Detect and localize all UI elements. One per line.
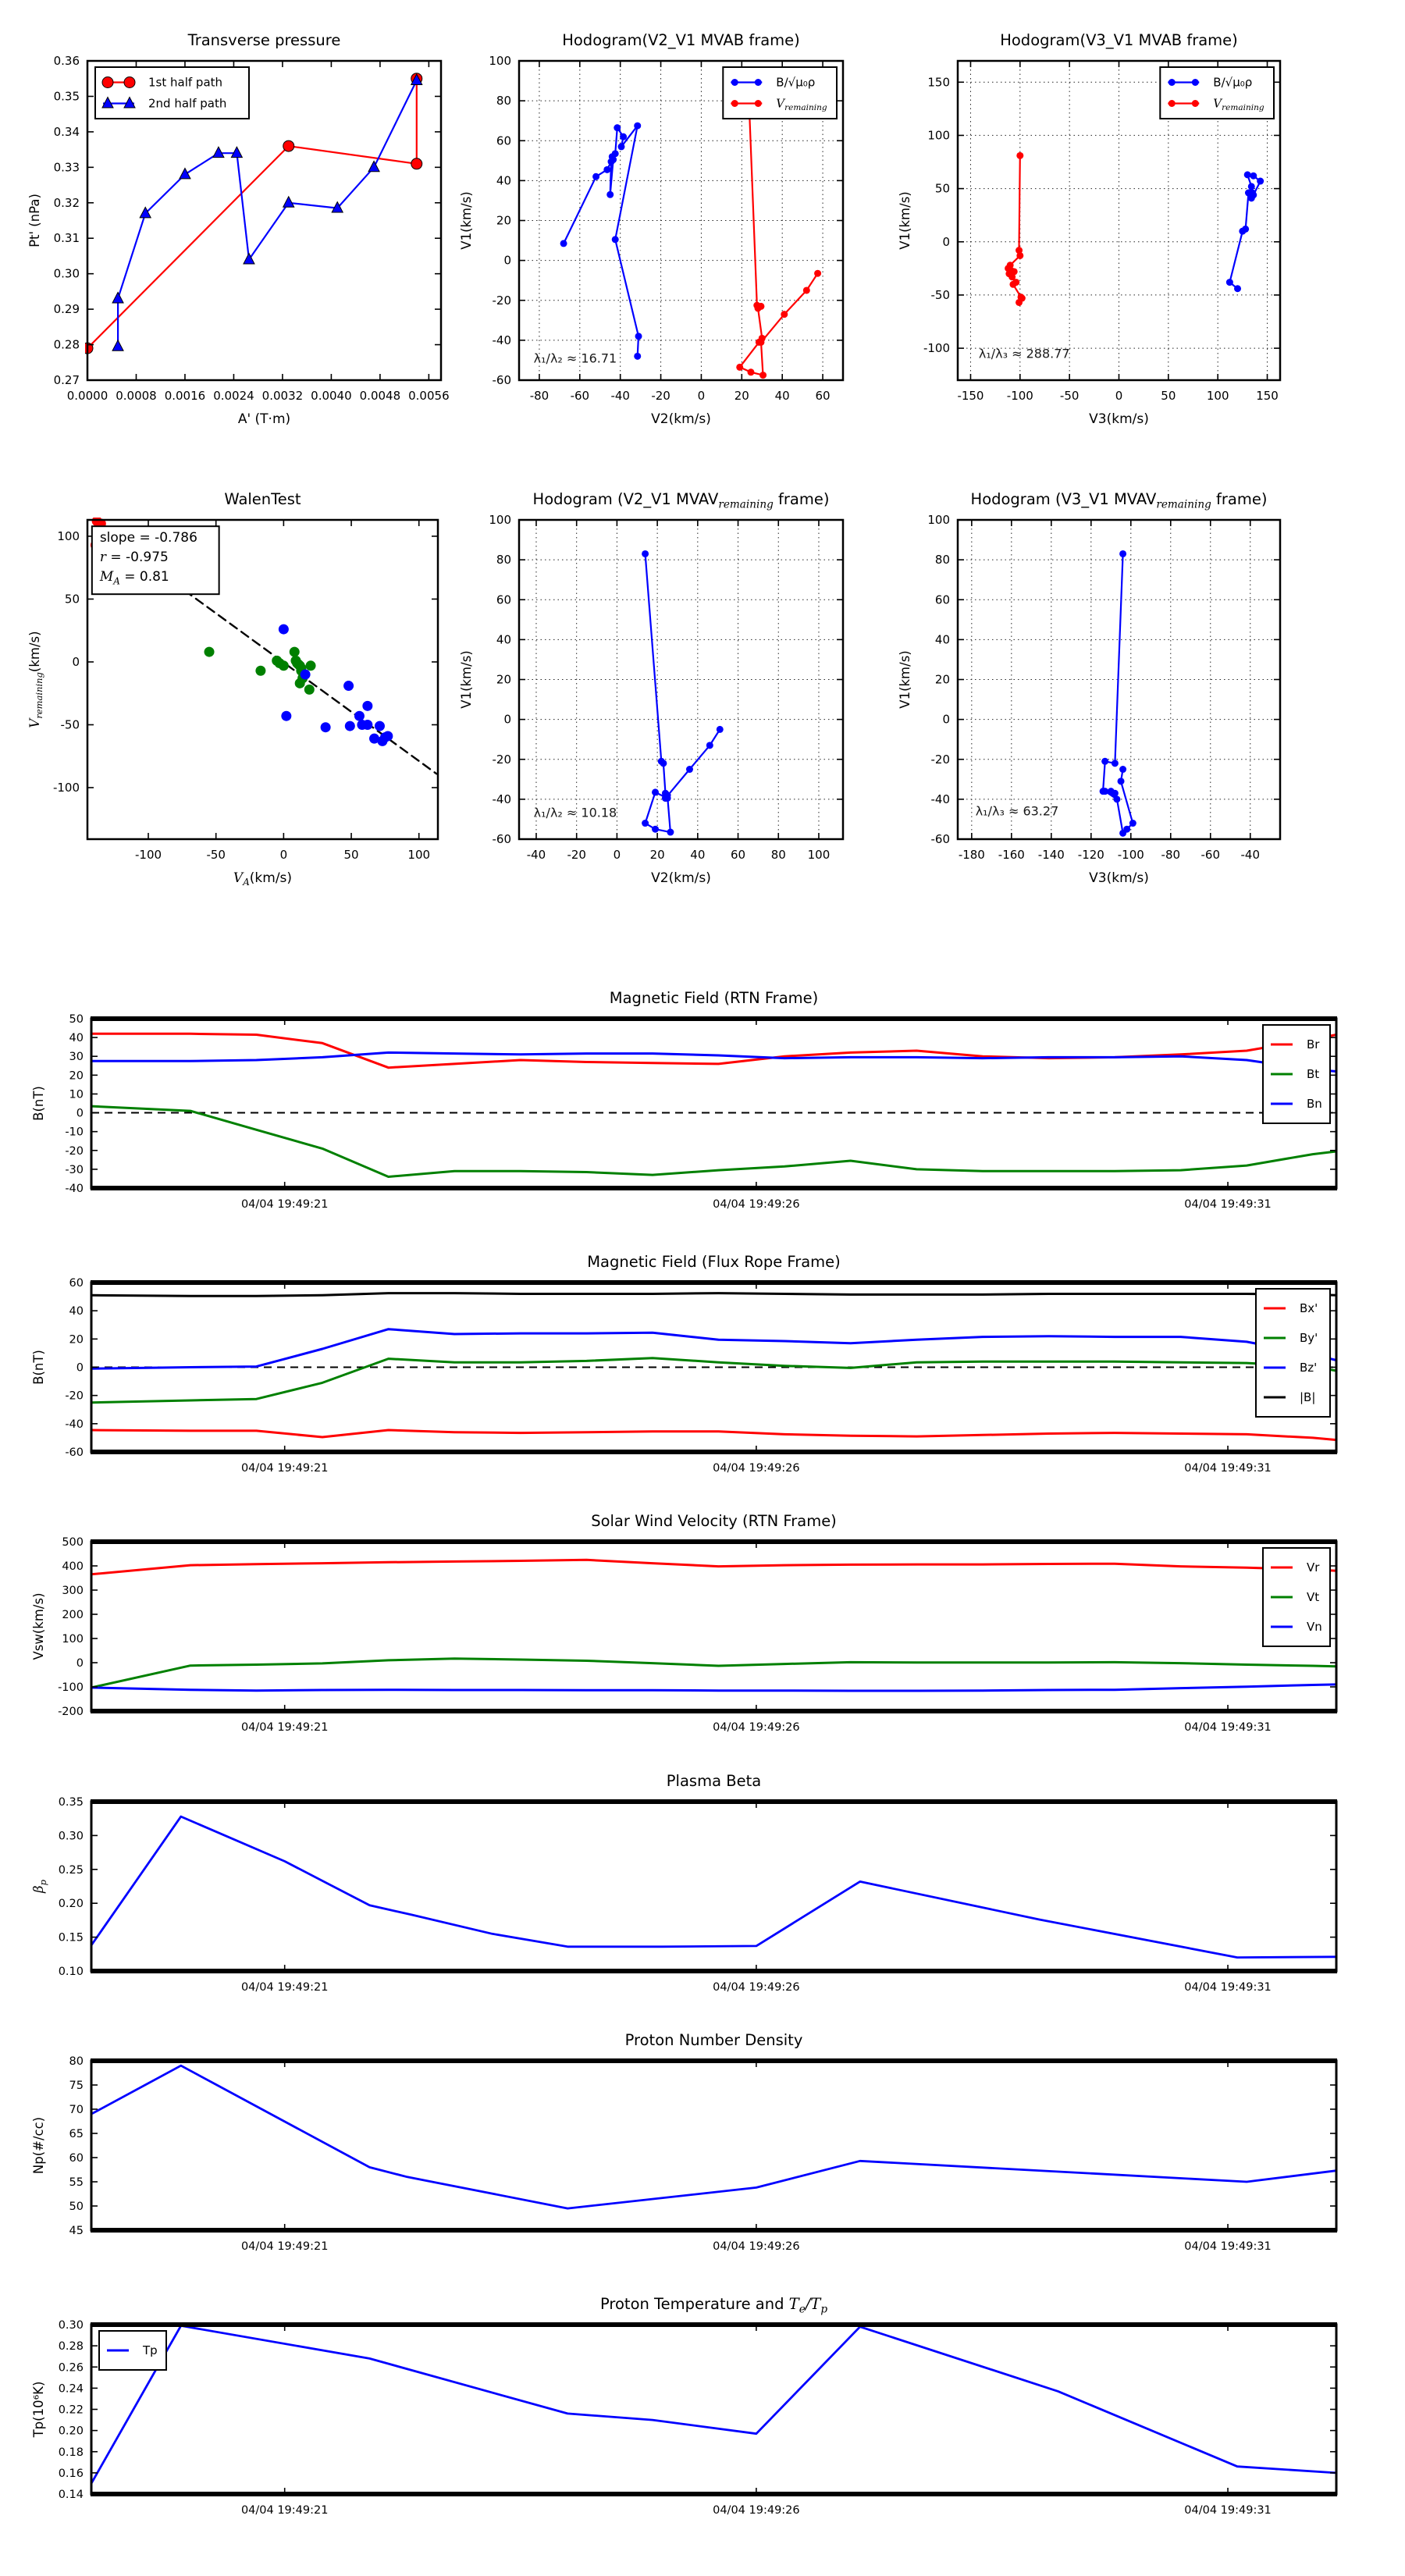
y-tick-label: 200: [62, 1609, 84, 1621]
y-tick-label: 20: [496, 672, 511, 687]
y-tick-label: 0.15: [58, 1931, 84, 1944]
y-axis-label: V1(km/s): [898, 191, 912, 250]
y-axis-label: Vsw(km/s): [31, 1592, 46, 1660]
y-axis-label: Pt' (nPa): [27, 194, 42, 247]
legend: [1160, 67, 1274, 119]
y-tick-label: 400: [62, 1560, 84, 1573]
y-tick-label: 80: [496, 553, 511, 568]
legend-label: $V_{remaining}$: [776, 96, 827, 113]
y-tick-label: 0: [942, 712, 950, 727]
y-tick-label: 0.16: [58, 2467, 84, 2480]
y-axis-label: B(nT): [31, 1350, 46, 1385]
y-tick-label: 80: [496, 94, 511, 109]
y-tick-label: 40: [69, 1305, 84, 1318]
x-tick-label: 04/04 19:49:31: [1184, 1198, 1272, 1211]
x-tick-label: 04/04 19:49:31: [1184, 2240, 1272, 2253]
x-tick-label: 150: [1256, 389, 1279, 403]
y-tick-label: 70: [69, 2104, 84, 2116]
y-tick-label: 0.24: [58, 2382, 84, 2396]
x-tick-label: -160: [998, 848, 1025, 862]
x-tick-label: -150: [957, 389, 984, 403]
y-tick-label: -60: [65, 1446, 84, 1459]
x-axis-label: V3(km/s): [1089, 870, 1149, 886]
y-tick-label: 60: [69, 1277, 84, 1290]
chart-svg: [20, 1236, 1382, 1497]
y-axis-label: Np(#/cc): [31, 2116, 46, 2175]
chart-title: Magnetic Field (Flux Rope Frame): [587, 1253, 841, 1271]
y-tick-label: 0.30: [58, 1830, 84, 1843]
chart-title: Hodogram (V2_V1 $MVAV_{remaining}$ frame): [532, 490, 830, 511]
x-tick-label: 04/04 19:49:21: [240, 2504, 329, 2517]
x-tick-label: 04/04 19:49:31: [1184, 2504, 1272, 2517]
y-tick-label: 0.10: [58, 1966, 84, 1978]
x-tick-label: -50: [1059, 389, 1080, 403]
chart-svg: [22, 468, 463, 925]
y-tick-label: 0: [76, 1657, 84, 1670]
proton-temperature-chart: [20, 2278, 1382, 2539]
y-tick-label: -40: [930, 792, 950, 806]
chart-svg: [22, 9, 463, 466]
y-tick-label: -40: [492, 333, 511, 347]
y-tick-label: 0.30: [58, 2319, 84, 2332]
y-tick-label: 40: [496, 632, 511, 647]
y-tick-label: 0.34: [53, 124, 80, 139]
x-tick-label: 0.0016: [164, 389, 206, 403]
annotation: [534, 351, 617, 366]
y-axis-label: V1(km/s): [459, 191, 474, 250]
y-tick-label: 0.36: [53, 54, 80, 68]
y-tick-label: -20: [65, 1144, 84, 1158]
y-tick-label: -20: [492, 293, 511, 308]
x-tick-label: -20: [651, 389, 670, 403]
y-tick-label: -50: [930, 287, 950, 302]
y-tick-label: 0.30: [53, 266, 80, 281]
x-tick-label: 60: [730, 848, 746, 862]
x-tick-label: 40: [774, 389, 790, 403]
y-tick-label: -40: [492, 792, 511, 806]
x-tick-label: -60: [1200, 848, 1221, 862]
x-tick-label: -60: [570, 389, 590, 403]
chart-title: Hodogram (V3_V1 $MVAV_{remaining}$ frame): [970, 490, 1268, 511]
y-tick-label: 0.27: [53, 373, 80, 387]
annotation-line: slope = -0.786: [99, 530, 197, 546]
annotation: [534, 805, 617, 820]
y-tick-label: -100: [58, 1681, 84, 1694]
y-tick-label: -10: [65, 1126, 84, 1139]
x-tick-label: 04/04 19:49:26: [713, 1198, 800, 1211]
y-tick-label: -100: [52, 780, 80, 795]
chart-title: Proton Number Density: [624, 2031, 803, 2049]
y-axis-label: $\beta_p$: [31, 1880, 48, 1893]
y-axis-label: Tp(10⁶K): [31, 2381, 46, 2438]
y-tick-label: 0.14: [58, 2489, 84, 2501]
y-tick-label: 0: [503, 712, 511, 727]
y-tick-label: 300: [62, 1585, 84, 1597]
chart-title: Proton Temperature and $T_e/T_p$: [599, 2295, 828, 2316]
y-tick-label: 20: [69, 1333, 84, 1347]
y-tick-label: 0.20: [58, 1898, 84, 1911]
legend-label: Br: [1307, 1037, 1320, 1051]
annotation-text: λ₁/λ₃ ≈ 288.77: [978, 346, 1070, 361]
annotation-line: $M_A = 0.81$: [99, 569, 169, 587]
plasma-beta-chart: [20, 1755, 1382, 2016]
y-tick-label: 0.28: [58, 2340, 84, 2354]
legend-label: Vr: [1307, 1560, 1320, 1574]
y-tick-label: 50: [64, 592, 80, 607]
x-axis-label: V3(km/s): [1089, 411, 1149, 427]
x-tick-label: 0.0056: [408, 389, 450, 403]
chart-title: Solar Wind Velocity (RTN Frame): [591, 1512, 837, 1530]
x-tick-label: 04/04 19:49:21: [240, 2240, 329, 2253]
annotation: [92, 526, 219, 594]
chart-title: Hodogram(V3_V1 MVAB frame): [1000, 31, 1238, 49]
x-tick-label: 0.0040: [311, 389, 352, 403]
legend-label: $V_{remaining}$: [1213, 96, 1264, 113]
y-tick-label: 0.35: [58, 1796, 84, 1809]
legend-label: Vt: [1307, 1590, 1320, 1604]
chart-svg: [890, 468, 1315, 925]
x-tick-label: -100: [1006, 389, 1033, 403]
legend-label: 2nd half path: [148, 96, 227, 111]
x-tick-label: -40: [526, 848, 546, 862]
x-tick-label: 04/04 19:49:26: [713, 2504, 800, 2517]
transverse-pressure-chart: [22, 9, 463, 466]
x-tick-label: 0.0008: [116, 389, 157, 403]
chart-title: WalenTest: [224, 490, 301, 508]
x-tick-label: -40: [1240, 848, 1261, 862]
legend-label: By': [1300, 1331, 1318, 1345]
y-tick-label: 60: [934, 592, 950, 607]
y-tick-label: 50: [934, 181, 950, 196]
y-tick-label: -50: [60, 717, 80, 732]
proton-number-density-chart: [20, 2014, 1382, 2275]
y-tick-label: -40: [65, 1183, 84, 1195]
y-tick-label: 0.25: [58, 1863, 84, 1877]
chart-svg: [20, 1495, 1382, 1756]
legend: [99, 2331, 166, 2370]
y-tick-label: -20: [492, 752, 511, 767]
legend: [95, 67, 249, 119]
x-tick-label: 04/04 19:49:21: [240, 1462, 329, 1475]
x-tick-label: 0: [1115, 389, 1123, 403]
y-tick-label: 0.33: [53, 160, 80, 175]
x-axis-label: V2(km/s): [651, 870, 711, 886]
annotation-text: λ₁/λ₃ ≈ 63.27: [975, 803, 1059, 819]
x-tick-label: 04/04 19:49:26: [713, 2240, 800, 2253]
x-tick-label: 04/04 19:49:21: [240, 1981, 329, 1994]
chart-svg: [20, 2014, 1382, 2275]
y-tick-label: 100: [489, 54, 511, 68]
annotation-text: λ₁/λ₂ ≈ 16.71: [533, 350, 617, 366]
y-tick-label: 0.29: [53, 302, 80, 317]
x-tick-label: 04/04 19:49:31: [1184, 1721, 1272, 1734]
x-tick-label: -120: [1077, 848, 1104, 862]
x-tick-label: -100: [1117, 848, 1144, 862]
y-tick-label: 0: [72, 654, 80, 669]
legend-label: 1st half path: [148, 75, 223, 90]
x-tick-label: 0.0000: [66, 389, 108, 403]
x-tick-label: -40: [610, 389, 630, 403]
y-tick-label: 100: [927, 128, 950, 143]
annotation: [979, 346, 1070, 361]
y-axis-label: $V_{remaining}(km/s)$: [27, 631, 44, 728]
y-tick-label: 100: [489, 513, 511, 527]
y-tick-label: 10: [69, 1088, 84, 1101]
y-tick-label: -60: [492, 373, 511, 387]
x-tick-label: 100: [1206, 389, 1229, 403]
y-tick-label: 0: [942, 234, 950, 249]
legend: [1263, 1025, 1330, 1123]
y-tick-label: 50: [69, 2201, 84, 2213]
x-tick-label: 20: [649, 848, 665, 862]
x-tick-label: 04/04 19:49:21: [240, 1198, 329, 1211]
y-tick-label: -20: [65, 1389, 84, 1403]
x-tick-label: -20: [567, 848, 586, 862]
legend-label: Vn: [1307, 1620, 1322, 1634]
y-tick-label: -100: [923, 341, 950, 356]
y-tick-label: 0: [503, 253, 511, 268]
chart-svg: [20, 2278, 1382, 2539]
x-tick-label: 04/04 19:49:21: [240, 1721, 329, 1734]
x-axis-label: A' (T·m): [237, 411, 291, 427]
annotation-text: λ₁/λ₂ ≈ 10.18: [533, 805, 617, 820]
y-tick-label: 100: [927, 513, 950, 527]
x-tick-label: 04/04 19:49:26: [713, 1981, 800, 1994]
x-tick-label: 04/04 19:49:26: [713, 1721, 800, 1734]
y-tick-label: 40: [934, 632, 950, 647]
y-tick-label: 500: [62, 1536, 84, 1549]
x-tick-label: 04/04 19:49:31: [1184, 1981, 1272, 1994]
x-tick-label: 0: [279, 848, 288, 862]
y-tick-label: 0.31: [53, 231, 80, 246]
y-tick-label: 40: [496, 173, 511, 188]
x-tick-label: 80: [770, 848, 786, 862]
x-tick-label: -180: [958, 848, 985, 862]
y-tick-label: -20: [930, 752, 950, 767]
y-tick-label: 0.26: [58, 2361, 84, 2375]
walen-test-chart: [22, 468, 463, 925]
y-tick-label: 100: [62, 1633, 84, 1646]
legend-label: Bn: [1307, 1097, 1322, 1111]
chart-svg: [890, 9, 1315, 466]
x-tick-label: 50: [1161, 389, 1176, 403]
y-tick-label: -200: [58, 1706, 84, 1718]
y-tick-label: 100: [57, 528, 80, 543]
y-tick-label: 30: [69, 1051, 84, 1064]
annotation-line: r = -0.975: [99, 550, 169, 566]
y-tick-label: 80: [934, 553, 950, 568]
legend-label: B/√μ₀ρ: [1213, 75, 1253, 90]
chart-svg: [20, 972, 1382, 1233]
hodogram-v2v1-mvav-chart: [457, 468, 878, 925]
legend-label: B/√μ₀ρ: [776, 75, 816, 90]
x-tick-label: -140: [1037, 848, 1065, 862]
y-tick-label: 0.22: [58, 2403, 84, 2417]
x-tick-label: 40: [690, 848, 706, 862]
chart-title: Magnetic Field (RTN Frame): [609, 989, 819, 1007]
legend-label: Bt: [1307, 1067, 1320, 1081]
legend-label: |B|: [1300, 1390, 1316, 1404]
y-tick-label: -30: [65, 1163, 84, 1176]
legend: [723, 67, 837, 119]
y-tick-label: 65: [69, 2128, 84, 2140]
x-tick-label: 04/04 19:49:31: [1184, 1462, 1272, 1475]
y-axis-label: V1(km/s): [898, 650, 912, 709]
x-axis-label: $V_A(km/s)$: [233, 870, 293, 888]
x-tick-label: -80: [529, 389, 550, 403]
legend-label: Bz': [1300, 1361, 1318, 1375]
y-tick-label: 20: [934, 672, 950, 687]
x-tick-label: 50: [343, 848, 359, 862]
y-tick-label: 0.32: [53, 195, 80, 210]
chart-svg: [457, 9, 878, 466]
magnetic-field-flux-rope-chart: [20, 1236, 1382, 1497]
chart-title: Hodogram(V2_V1 MVAB frame): [562, 31, 800, 49]
y-tick-label: -60: [492, 832, 511, 846]
y-tick-label: 55: [69, 2176, 84, 2189]
y-tick-label: 40: [69, 1032, 84, 1045]
x-tick-label: 0.0032: [261, 389, 304, 403]
x-tick-label: -80: [1161, 848, 1181, 862]
x-tick-label: 100: [807, 848, 831, 862]
y-tick-label: 0.35: [53, 89, 80, 104]
y-tick-label: 20: [496, 213, 511, 228]
y-tick-label: 150: [927, 75, 950, 90]
hodogram-v2v1-mvab-chart: [457, 9, 878, 466]
x-tick-label: -50: [206, 848, 226, 862]
y-tick-label: 0: [76, 1107, 84, 1120]
y-tick-label: 0.28: [53, 337, 80, 352]
annotation: [976, 803, 1059, 818]
y-tick-label: 45: [69, 2225, 84, 2237]
y-tick-label: 0.20: [58, 2425, 84, 2438]
x-tick-label: 0: [697, 389, 706, 403]
x-tick-label: 100: [407, 848, 431, 862]
y-tick-label: -60: [930, 832, 950, 846]
y-tick-label: 60: [69, 2152, 84, 2165]
y-tick-label: 0.18: [58, 2446, 84, 2459]
x-tick-label: 60: [815, 389, 831, 403]
y-tick-label: 60: [496, 592, 511, 607]
y-tick-label: 50: [69, 1013, 84, 1026]
x-tick-label: 0: [613, 848, 621, 862]
x-tick-label: 0.0024: [213, 389, 254, 403]
y-tick-label: 80: [69, 2055, 84, 2068]
x-tick-label: 20: [734, 389, 749, 403]
legend-label: Tp: [143, 2343, 158, 2357]
y-axis-label: V1(km/s): [459, 650, 474, 709]
y-tick-label: 20: [69, 1069, 84, 1083]
y-tick-label: 75: [69, 2080, 84, 2092]
chart-svg: [20, 1755, 1382, 2016]
y-tick-label: 60: [496, 133, 511, 148]
y-axis-label: B(nT): [31, 1086, 46, 1121]
y-tick-label: 0: [76, 1361, 84, 1375]
x-tick-label: 04/04 19:49:26: [713, 1462, 800, 1475]
magnetic-field-rtn-chart: [20, 972, 1382, 1233]
legend: [1263, 1548, 1330, 1646]
chart-svg: [457, 468, 878, 925]
chart-title: Plasma Beta: [666, 1772, 762, 1790]
chart-title: Transverse pressure: [187, 31, 341, 49]
x-tick-label: -100: [134, 848, 162, 862]
y-tick-label: -40: [65, 1418, 84, 1431]
hodogram-v3v1-mvav-chart: [890, 468, 1315, 925]
legend: [1256, 1289, 1330, 1417]
hodogram-v3v1-mvab-chart: [890, 9, 1315, 466]
x-tick-label: 0.0048: [359, 389, 401, 403]
legend-label: Bx': [1300, 1301, 1318, 1315]
solar-wind-velocity-chart: [20, 1495, 1382, 1756]
x-axis-label: V2(km/s): [651, 411, 711, 427]
